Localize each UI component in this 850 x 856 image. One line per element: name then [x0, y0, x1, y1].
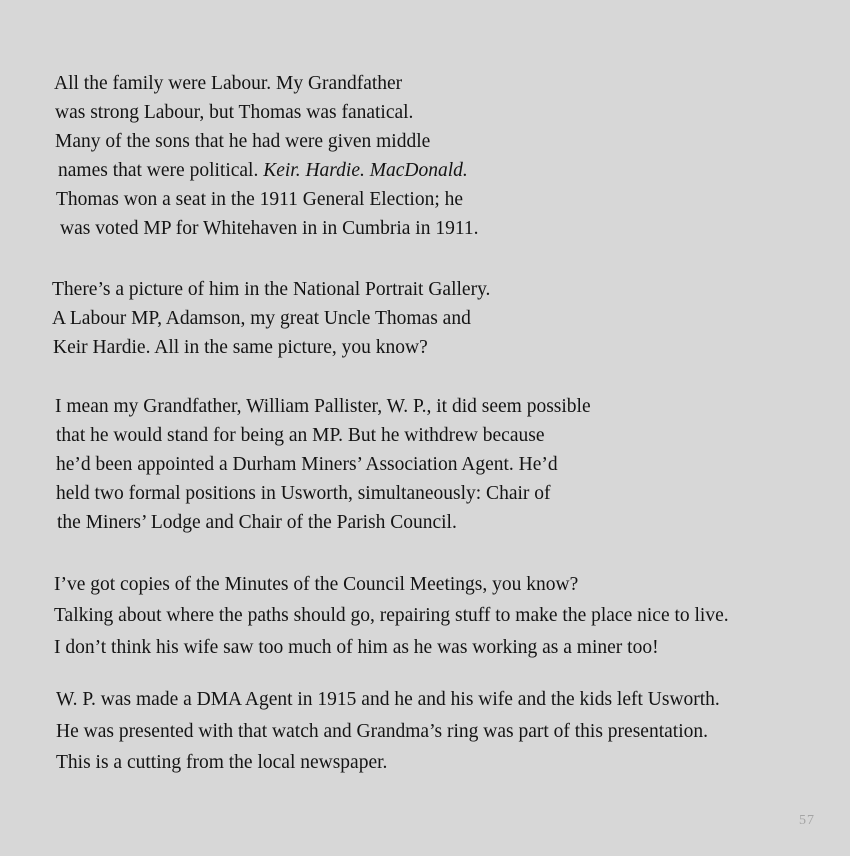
paragraph-line: There’s a picture of him in the National Portrait Gallery. — [52, 279, 491, 300]
paragraph-line: the Miners’ Lodge and Chair of the Parish Council. — [57, 512, 457, 533]
paragraph-line: Thomas won a seat in the 1911 General Election; he — [56, 189, 464, 210]
paragraph-line: I don’t think his wife saw too much of him as he was working as a miner too! — [54, 637, 659, 658]
paragraph-line: Keir Hardie. All in the same picture, you know? — [53, 337, 428, 358]
paragraph-line: I mean my Grandfather, William Pallister, W. P., it did seem possible — [55, 396, 591, 417]
paragraph-line: Talking about where the paths should go, repairing stuff to make the place nice to live. — [54, 605, 729, 626]
paragraph-line: that he would stand for being an MP. But he withdrew because — [56, 425, 545, 446]
paragraph-line: A Labour MP, Adamson, my great Uncle Thomas and — [52, 308, 471, 329]
paragraph-line: W. P. was made a DMA Agent in 1915 and he and his wife and the kids left Usworth. — [56, 689, 720, 710]
paragraph-line: I’ve got copies of the Minutes of the Council Meetings, you know? — [54, 574, 579, 595]
paragraph-line: held two formal positions in Usworth, simultaneously: Chair of — [56, 483, 551, 504]
paragraph-line: was voted MP for Whitehaven in in Cumbria in 1911. — [60, 218, 479, 239]
paragraph-line: was strong Labour, but Thomas was fanatical. — [55, 102, 414, 123]
paragraph-line: he’d been appointed a Durham Miners’ Association Agent. He’d — [56, 454, 558, 475]
paragraph-line-text: names that were political. — [58, 160, 264, 181]
paragraph-line: He was presented with that watch and Grandma’s ring was part of this presentation. — [56, 721, 708, 742]
paragraph-line — [58, 159, 468, 183]
paragraph-line: All the family were Labour. My Grandfather — [54, 73, 403, 94]
paragraph-line: This is a cutting from the local newspaper. — [56, 752, 388, 773]
political-names: Keir. Hardie. MacDonald. — [263, 160, 468, 181]
page-number: 57 — [799, 813, 815, 828]
paragraph-line: Many of the sons that he had were given middle — [55, 131, 431, 152]
